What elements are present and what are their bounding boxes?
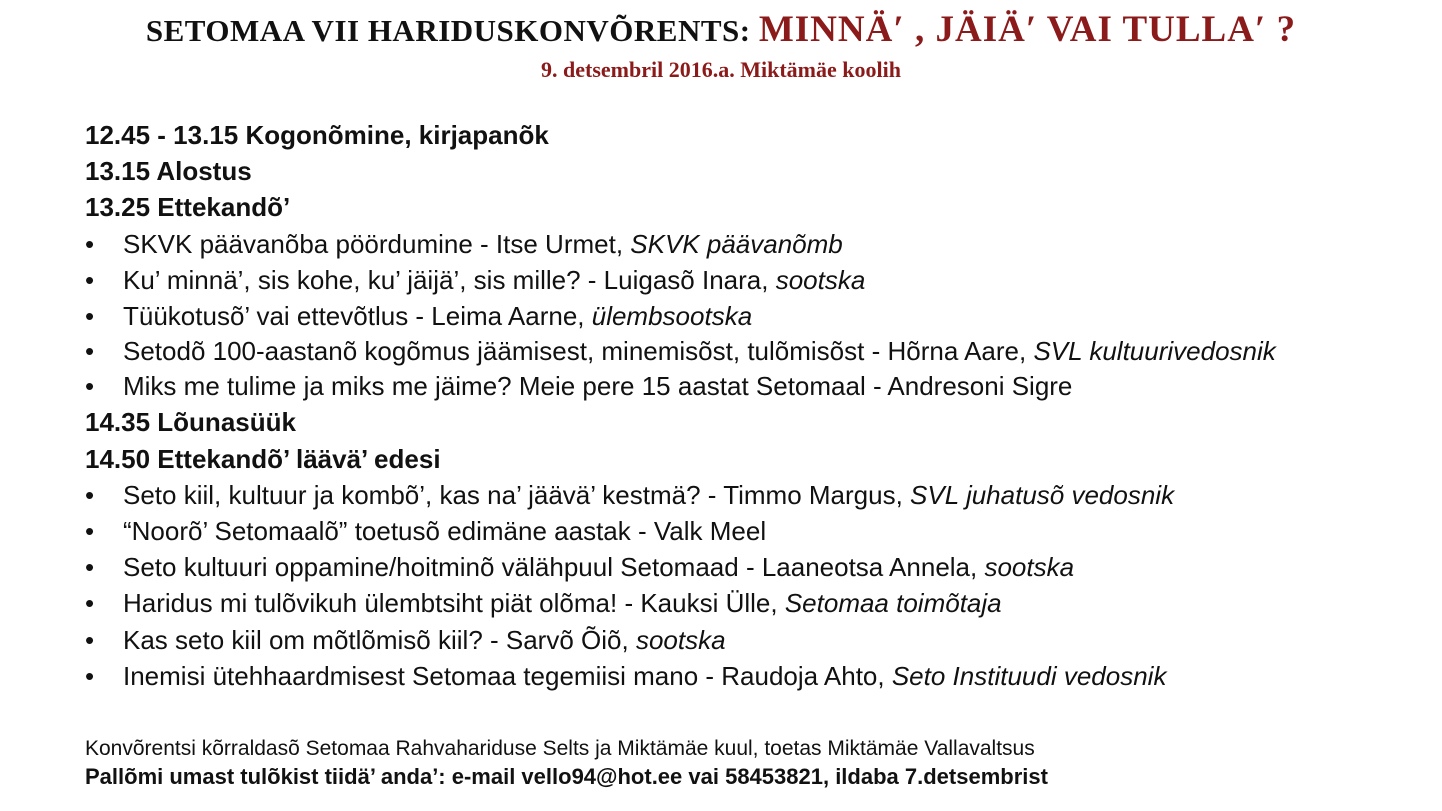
time-heading: 14.50 Ettekandõ’ läävä’ edesi xyxy=(85,443,441,474)
item-text: Miks me tulime ja miks me jäime? Meie pere 15 aastat Setomaal - Andresoni Sigre xyxy=(123,371,1073,402)
item-role: sootska xyxy=(775,264,866,295)
program-item xyxy=(85,513,1415,549)
item-role: SVL juhatusõ vedosnik xyxy=(910,479,1175,510)
program-item xyxy=(85,477,1415,513)
item-text: Seto kultuuri oppamine/hoitminõ välähpuul Setomaad - Laaneotsa Annela, xyxy=(123,552,985,583)
time-heading: 12.45 - 13.15 Kogonõmine, kirjapanõk xyxy=(85,120,549,150)
bullet-icon: • xyxy=(85,264,95,295)
contact-note: Pallõmi umast tulõkist tiidä’ anda’: e-mail vello94@hot.ee vai 58453821, ildaba 7.detsembrist xyxy=(85,764,1048,789)
time-heading: 13.25 Ettekandõ’ xyxy=(85,192,291,223)
program-item xyxy=(85,298,1415,334)
subtitle: 9. detsembril 2016.a. Miktämäe koolih xyxy=(541,57,901,82)
item-text: Seto kiil, kultuur ja kombõ’, kas na’ jäävä’ kestmä? - Timmo Margus, xyxy=(123,479,911,510)
title-main: MINNÄ′ , JÄIÄ′ VAI TULLA′ ? xyxy=(758,9,1297,50)
item-text: Setodõ 100-aastanõ kogõmus jäämisest, minemisõst, tulõmisõst - Hõrna Aare, xyxy=(123,336,1034,367)
item-role: SKVK päävanõmb xyxy=(630,228,843,259)
item-text: Haridus mi tulõvikuh ülembtsiht piät olõma! - Kauksi Ülle, xyxy=(123,588,785,619)
title-line xyxy=(0,8,1442,51)
bullet-icon: • xyxy=(85,660,95,691)
time-heading: 14.35 Lõunasüük xyxy=(85,407,296,438)
bullet-icon: • xyxy=(85,371,95,402)
bullet-icon: • xyxy=(85,588,95,619)
program-item xyxy=(85,368,1415,404)
item-text: Tüükotusõ’ vai ettevõtlus - Leima Aarne, xyxy=(123,301,592,332)
program-item xyxy=(85,262,1415,298)
bullet-icon: • xyxy=(85,479,95,510)
program-item xyxy=(85,549,1415,585)
program-item xyxy=(85,585,1415,621)
program-item xyxy=(85,658,1415,694)
bullet-icon: • xyxy=(85,336,95,367)
title-prefix: SETOMAA VII HARIDUSKONVÕRENTS: xyxy=(145,13,759,48)
bullet-icon: • xyxy=(85,516,95,547)
program-item xyxy=(85,226,1415,262)
time-heading: 13.15 Alostus xyxy=(85,156,252,187)
program-item xyxy=(85,334,1303,368)
item-role: Seto Instituudi vedosnik xyxy=(891,660,1167,691)
item-text: Kas seto kiil om mõtlõmisõ kiil? - Sarvõ Õiõ, xyxy=(123,624,636,655)
bullet-icon: • xyxy=(85,624,95,655)
item-text: “Noorõ’ Setomaalõ” toetusõ edimäne aastak - Valk Meel xyxy=(123,516,767,547)
item-role: Setomaa toimõtaja xyxy=(784,588,1002,619)
item-role: ülembsootska xyxy=(591,301,753,332)
item-text: Inemisi ütehhaardmisest Setomaa tegemiisi mano - Raudoja Ahto, xyxy=(123,660,892,691)
item-role: sootska xyxy=(635,624,726,655)
bullet-icon: • xyxy=(85,552,95,583)
item-text: SKVK päävanõba pöördumine - Itse Urmet, xyxy=(123,228,631,259)
bullet-icon: • xyxy=(85,228,95,259)
program-item xyxy=(85,622,1415,658)
item-role: SVL kultuurivedosnik xyxy=(1033,336,1276,367)
bullet-icon: • xyxy=(85,301,95,332)
item-role: sootska xyxy=(984,552,1075,583)
program-list xyxy=(85,117,1415,694)
item-text: Ku’ minnä’, sis kohe, ku’ jäijä’, sis mille? - Luigasõ Inara, xyxy=(123,264,776,295)
organizers-note: Konvõrentsi kõrraldasõ Setomaa Rahvahariduse Selts ja Miktämäe kuul, toetas Miktämäe Vallavaltsus xyxy=(85,737,1035,760)
